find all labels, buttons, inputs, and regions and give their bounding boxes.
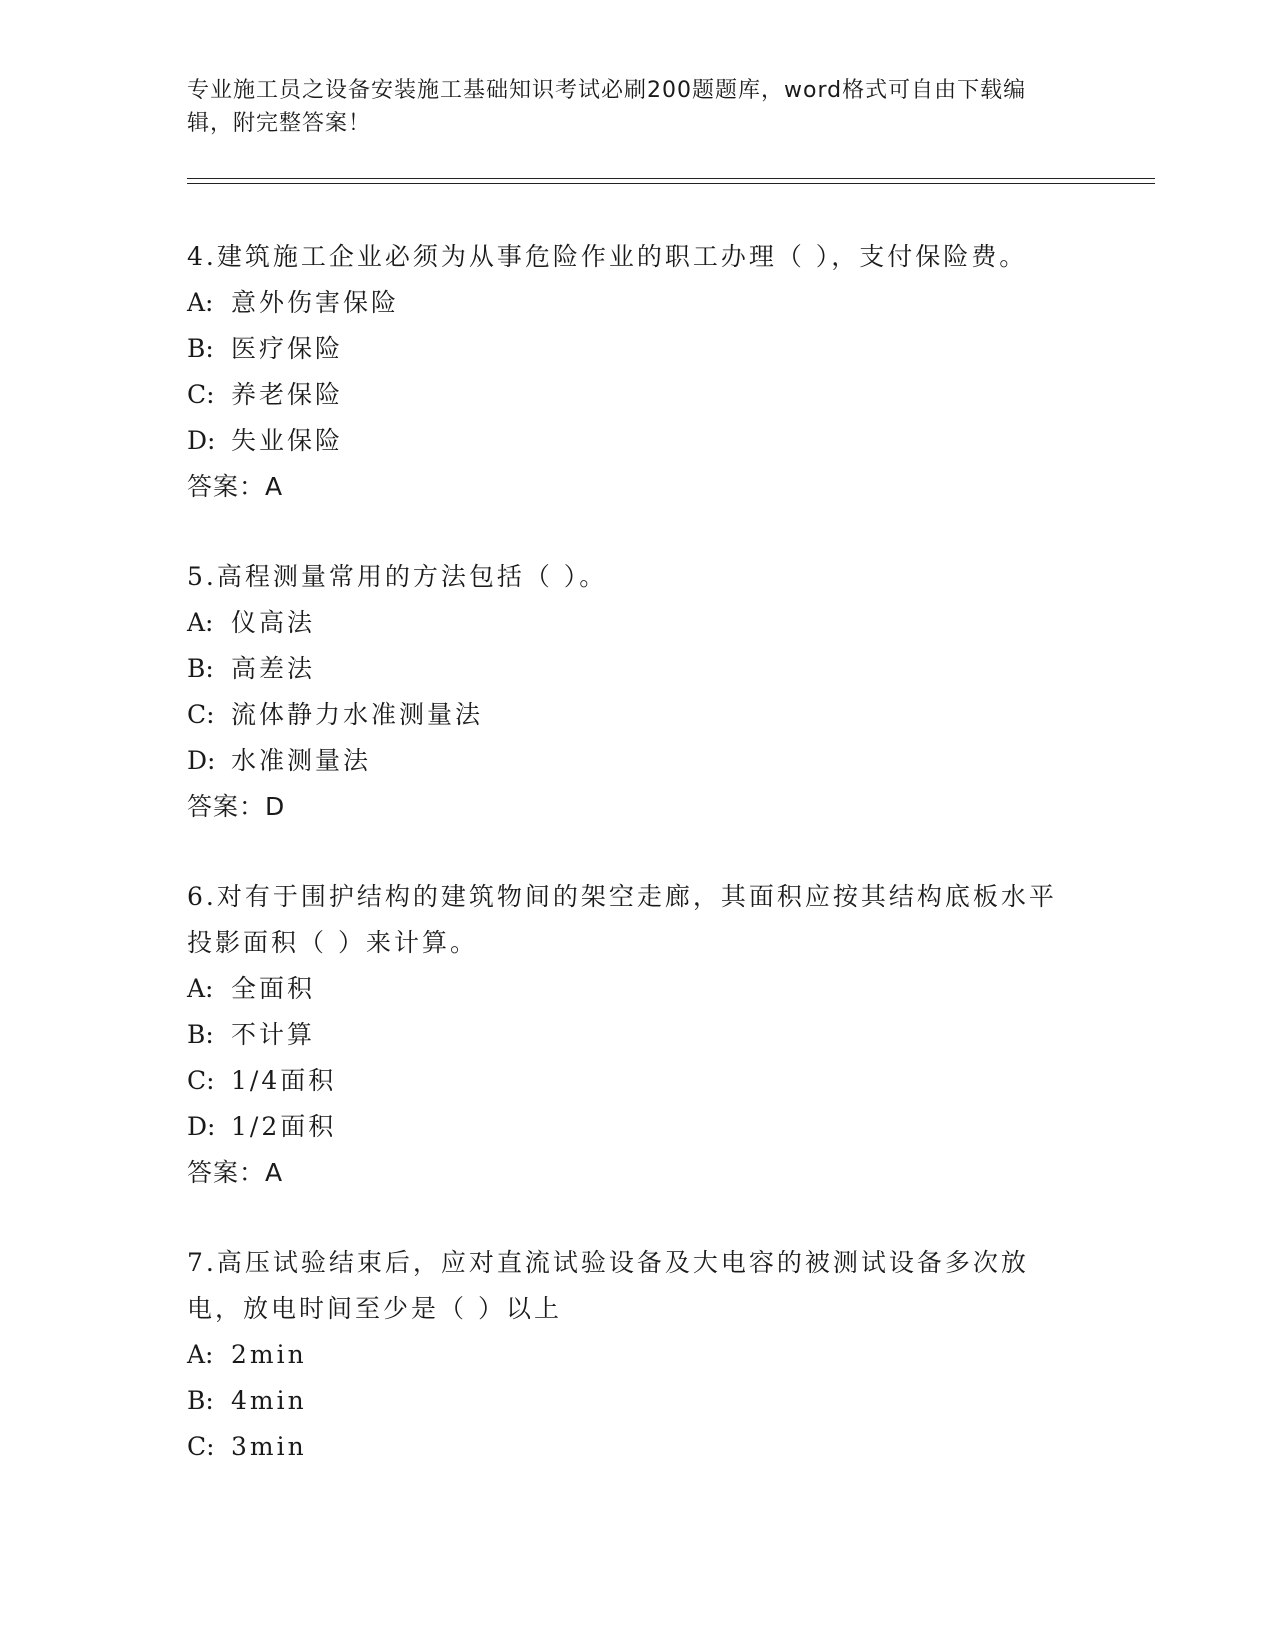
option-c — [187, 1058, 1067, 1104]
option-text: 不计算 — [231, 1020, 316, 1049]
question-6 — [187, 874, 1067, 1196]
option-key: D: — [187, 746, 216, 775]
answer-line: 答案：A — [187, 1158, 284, 1187]
answer-line: 答案：D — [187, 792, 286, 821]
option-key: C: — [187, 380, 215, 409]
option-key: A: — [187, 1340, 214, 1369]
option-key: D: — [187, 426, 216, 455]
header-divider-top — [187, 178, 1155, 179]
option-text: 养老保险 — [231, 380, 344, 409]
option-text: 水准测量法 — [231, 746, 372, 775]
option-a — [187, 600, 1067, 646]
document-header: 专业施工员之设备安装施工基础知识考试必刷200题题库，word格式可自由下载编辑，附完整答案！ — [187, 78, 1027, 136]
option-d — [187, 1104, 1067, 1150]
question-4 — [187, 234, 1067, 510]
option-text: 2min — [231, 1340, 307, 1369]
option-text: 仪高法 — [231, 608, 316, 637]
option-key: A: — [187, 974, 214, 1003]
question-stem: 5.高程测量常用的方法包括（ ）。 — [187, 562, 608, 591]
question-5 — [187, 554, 1067, 830]
option-a — [187, 966, 1067, 1012]
option-b — [187, 646, 1067, 692]
option-text: 流体静力水准测量法 — [231, 700, 484, 729]
option-b — [187, 326, 1067, 372]
option-text: 1/4面积 — [231, 1066, 337, 1095]
option-b — [187, 1378, 1067, 1424]
option-key: B: — [187, 1020, 214, 1049]
option-text: 失业保险 — [231, 426, 344, 455]
option-c — [187, 1424, 1067, 1470]
question-stem: 4.建筑施工企业必须为从事危险作业的职工办理（ ），支付保险费。 — [187, 242, 1028, 271]
option-text: 高差法 — [231, 654, 316, 683]
option-text: 意外伤害保险 — [231, 288, 400, 317]
option-key: C: — [187, 1432, 215, 1461]
option-key: B: — [187, 334, 214, 363]
option-c — [187, 692, 1067, 738]
option-key: B: — [187, 654, 214, 683]
header-divider-bottom — [187, 183, 1155, 184]
option-a — [187, 280, 1067, 326]
option-b — [187, 1012, 1067, 1058]
option-text: 3min — [231, 1432, 307, 1461]
option-d — [187, 738, 1067, 784]
option-text: 4min — [231, 1386, 307, 1415]
option-key: A: — [187, 288, 214, 317]
option-key: C: — [187, 700, 215, 729]
option-text: 全面积 — [231, 974, 316, 1003]
option-a — [187, 1332, 1067, 1378]
option-c — [187, 372, 1067, 418]
question-7 — [187, 1240, 1067, 1470]
option-text: 医疗保险 — [231, 334, 344, 363]
option-d — [187, 418, 1067, 464]
option-text: 1/2面积 — [231, 1112, 337, 1141]
question-stem: 6.对有于围护结构的建筑物间的架空走廊，其面积应按其结构底板水平投影面积（ ）来计算。 — [187, 882, 1057, 957]
answer-line: 答案：A — [187, 472, 284, 501]
question-stem: 7.高压试验结束后，应对直流试验设备及大电容的被测试设备多次放电，放电时间至少是（ ）以上 — [187, 1248, 1029, 1323]
option-key: D: — [187, 1112, 216, 1141]
option-key: C: — [187, 1066, 215, 1095]
option-key: A: — [187, 608, 214, 637]
option-key: B: — [187, 1386, 214, 1415]
